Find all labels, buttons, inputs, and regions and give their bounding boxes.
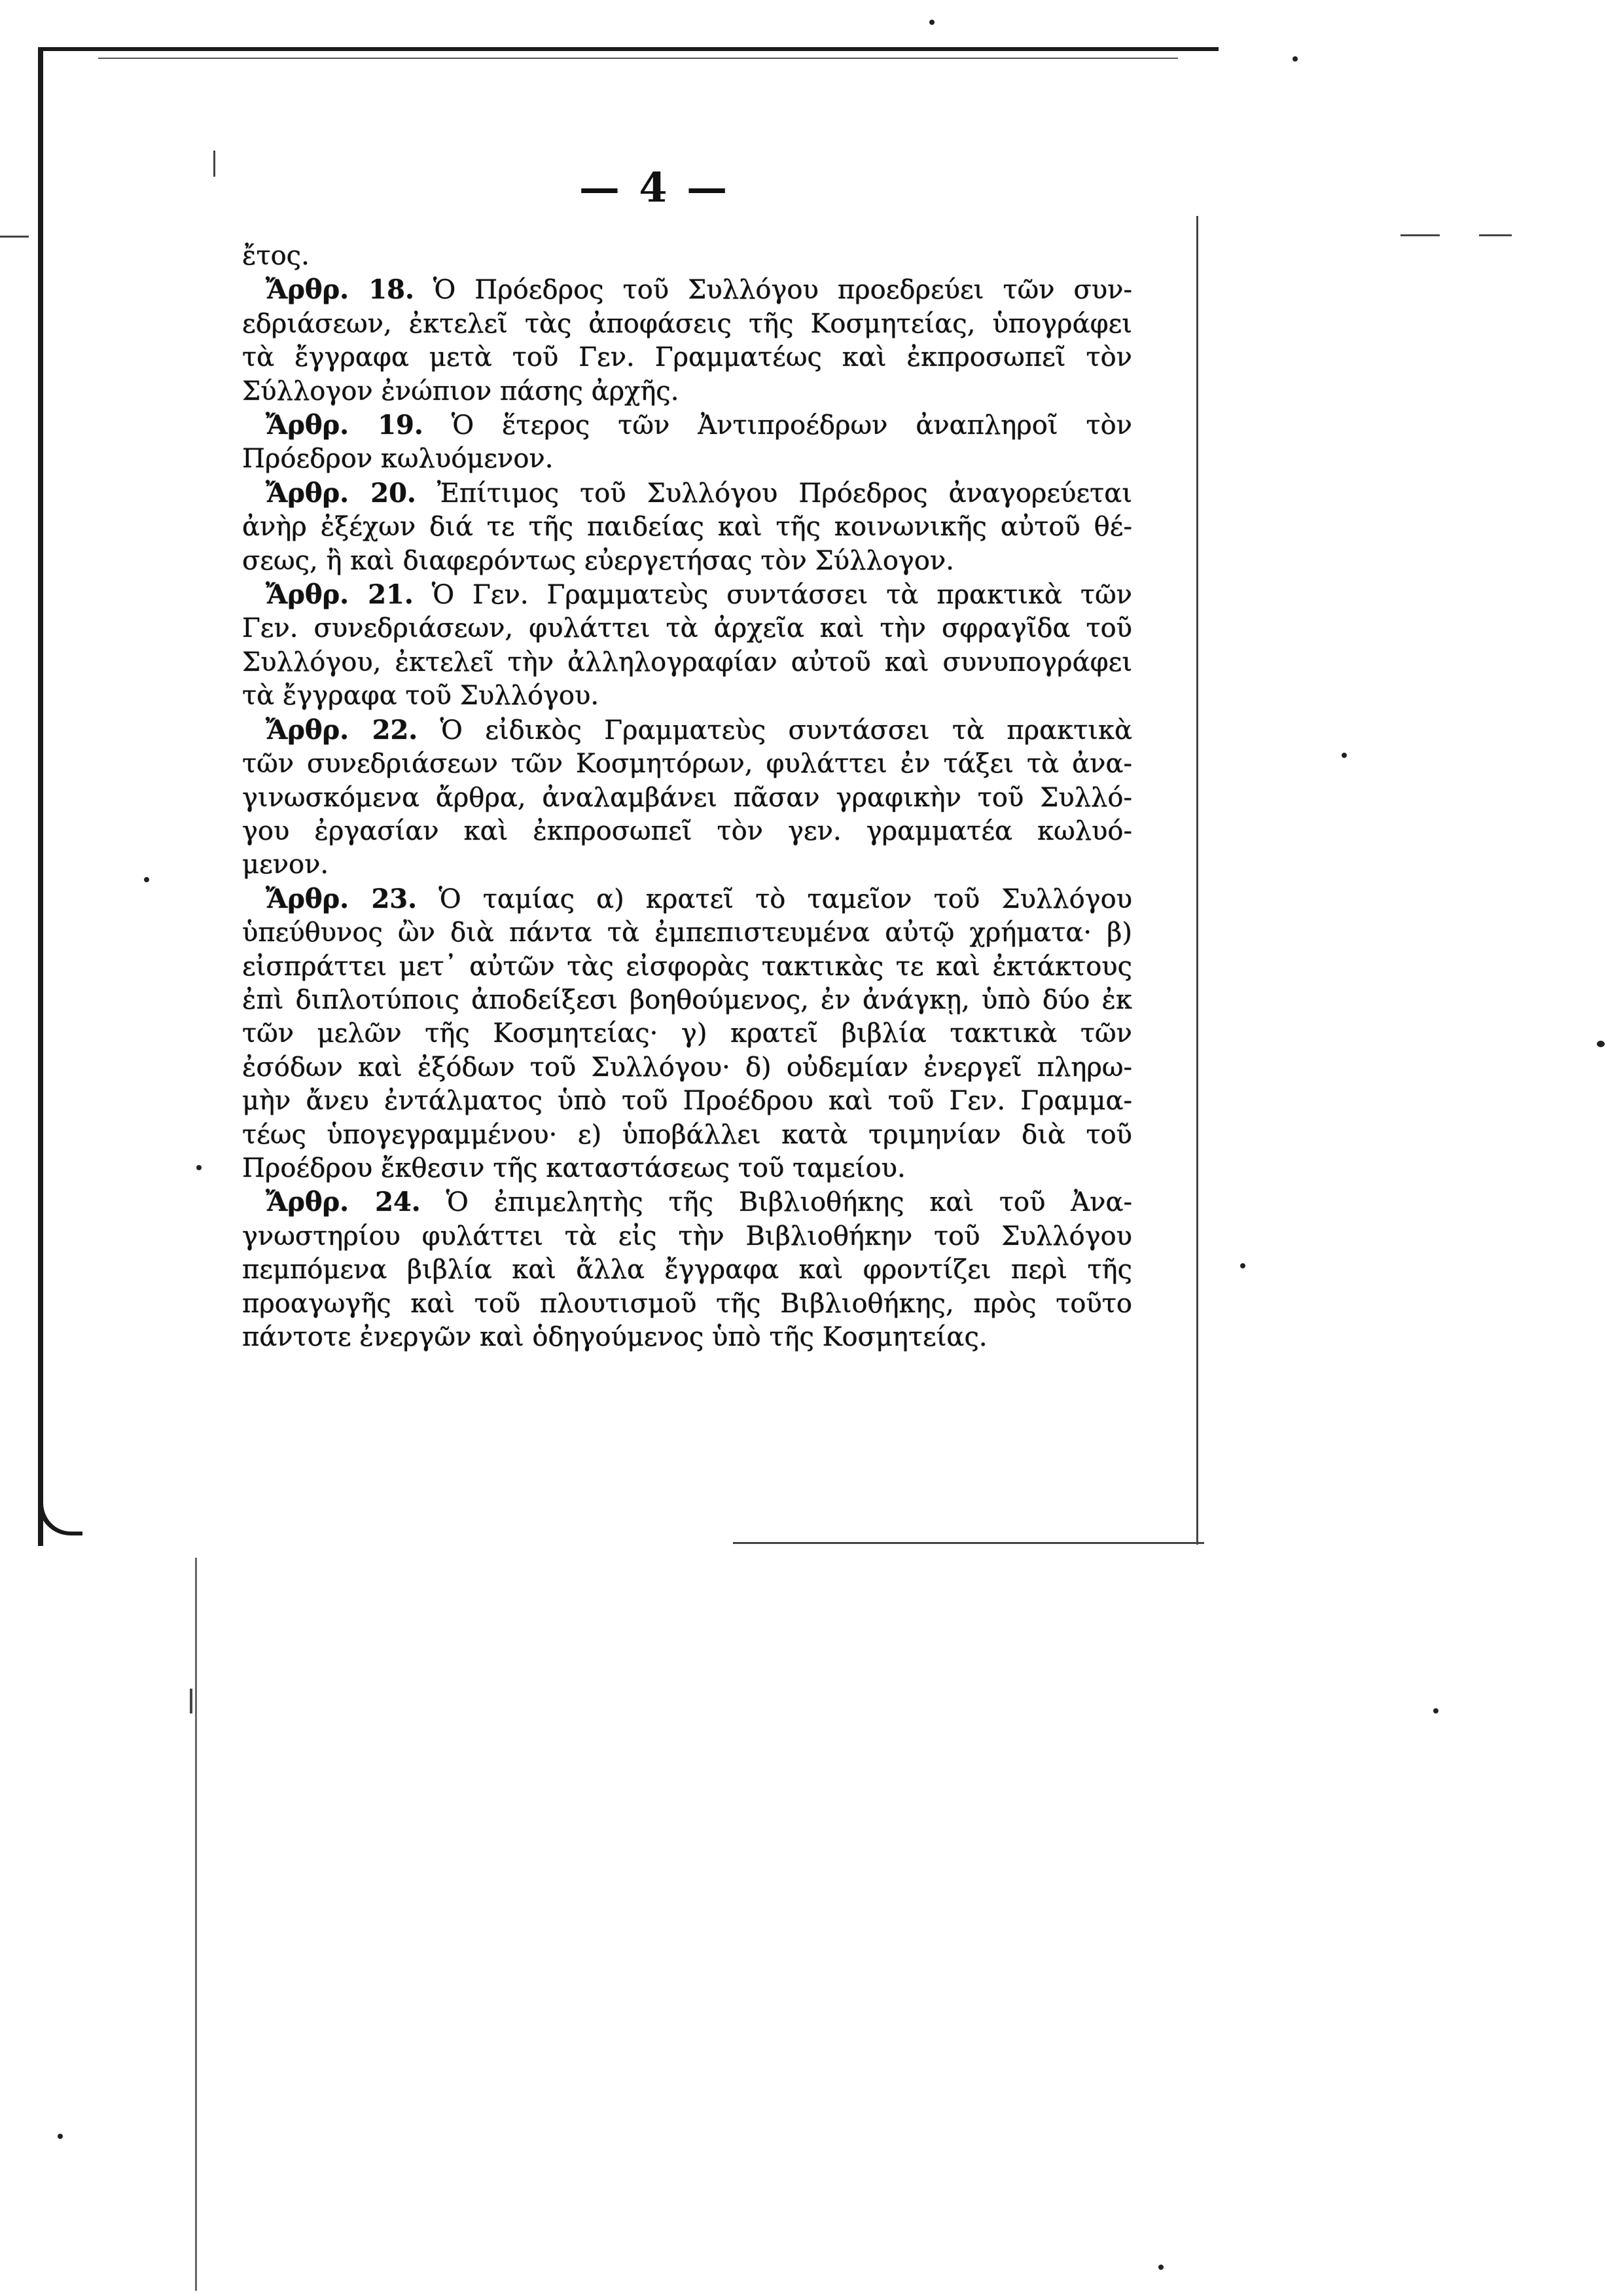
scan-mark bbox=[190, 1689, 192, 1713]
line-text: μενον. bbox=[242, 850, 329, 880]
line-text: Γεν. συνεδριάσεων, φυλάττει τὰ ἀρχεῖα καὶ τὴν σφραγῖδα τοῦ bbox=[242, 613, 1132, 644]
article-number: Ἄρθρ. 24. bbox=[266, 1187, 421, 1218]
text-line bbox=[242, 1119, 1132, 1152]
text-line bbox=[242, 240, 1132, 273]
scan-speck bbox=[58, 2134, 63, 2139]
scan-speck bbox=[1158, 2265, 1164, 2270]
text-line bbox=[242, 679, 1132, 713]
scan-frame-curl bbox=[38, 1492, 82, 1535]
scan-frame-left bbox=[38, 47, 43, 1546]
text-line bbox=[242, 612, 1132, 645]
page-edge-bottom bbox=[733, 1542, 1204, 1544]
text-line bbox=[242, 815, 1132, 848]
line-text: Ὁ ταμίας α) κρατεῖ τὸ ταμεῖον τοῦ Συλλόγου bbox=[417, 884, 1132, 914]
document-body bbox=[242, 240, 1132, 1354]
line-text: Ὁ ἐπιμελητὴς τῆς Βιβλιοθήκης καὶ τοῦ Ἀνα- bbox=[420, 1187, 1132, 1218]
article-number: Ἄρθρ. 22. bbox=[266, 714, 418, 745]
line-text: Ὁ εἰδικὸς Γραμματεὺς συντάσσει τὰ πρακτικὰ bbox=[418, 715, 1132, 745]
text-line bbox=[242, 341, 1132, 374]
line-text: σεως, ἢ καὶ διαφερόντως εὐεργετήσας τὸν Σύλλογον. bbox=[242, 545, 954, 576]
text-line bbox=[242, 1051, 1132, 1085]
text-line bbox=[242, 578, 1132, 612]
scan-speck bbox=[1293, 56, 1298, 62]
text-line bbox=[242, 916, 1132, 950]
line-text: Ὁ ἕτερος τῶν Ἀντιπροέδρων ἀναπληροῖ τὸν bbox=[423, 410, 1132, 441]
page-number: — 4 — bbox=[579, 164, 730, 211]
article-number: Ἄρθρ. 20. bbox=[266, 477, 416, 509]
line-text: ἀνὴρ ἐξέχων διά τε τῆς παιδείας καὶ τῆς κοινωνικῆς αὐτοῦ θέ- bbox=[242, 512, 1132, 543]
text-line bbox=[242, 747, 1132, 781]
text-line bbox=[242, 511, 1132, 544]
scan-mark bbox=[0, 236, 29, 238]
line-text: πεμπόμενα βιβλία καὶ ἄλλα ἔγγραφα καὶ φροντίζει περὶ τῆς bbox=[242, 1255, 1132, 1285]
text-line bbox=[242, 781, 1132, 815]
line-text: τὰ ἔγγραφα τοῦ Συλλόγου. bbox=[242, 681, 599, 711]
text-line bbox=[242, 1085, 1132, 1118]
line-text: τέως ὑπογεγραμμένου· ε) ὑποβάλλει κατὰ τριμηνίαν διὰ τοῦ bbox=[242, 1119, 1132, 1150]
scan-frame-top-inner bbox=[98, 58, 1178, 59]
text-line bbox=[242, 882, 1132, 916]
text-line bbox=[242, 1185, 1132, 1219]
line-text: Σύλλογον ἐνώπιον πάσης ἀρχῆς. bbox=[242, 376, 679, 406]
text-line bbox=[242, 848, 1132, 882]
line-text: τῶν μελῶν τῆς Κοσμητείας· γ) κρατεῖ βιβλία τακτικὰ τῶν bbox=[242, 1018, 1132, 1049]
text-line bbox=[242, 1152, 1132, 1185]
scan-speck bbox=[196, 1165, 202, 1170]
line-text: ἐπὶ διπλοτύποις ἀποδείξεσι βοηθούμενος, ἐν ἀνάγκῃ, ὑπὸ δύο ἐκ bbox=[242, 984, 1132, 1015]
article-number: Ἄρθρ. 23. bbox=[266, 883, 418, 914]
line-text: ἐσόδων καὶ ἐξόδων τοῦ Συλλόγου· δ) οὐδεμίαν ἐνεργεῖ πληρω- bbox=[242, 1052, 1132, 1083]
article-number: Ἄρθρ. 18. bbox=[266, 274, 414, 306]
line-text: εἰσπράττει μετ᾽ αὐτῶν τὰς εἰσφορὰς τακτικὰς τε καὶ ἐκτάκτους bbox=[242, 951, 1132, 982]
line-text: Ἐπίτιμος τοῦ Συλλόγου Πρόεδρος ἀναγορεύεται bbox=[416, 478, 1132, 509]
text-line bbox=[242, 1017, 1132, 1050]
line-text: Πρόεδρον κωλυόμενον. bbox=[242, 444, 554, 475]
article-number: Ἄρθρ. 19. bbox=[266, 410, 423, 441]
text-line bbox=[242, 545, 1132, 578]
line-text: ὑπεύθυνος ὢν διὰ πάντα τὰ ἐμπεπιστευμένα αὐτῷ χρήματα· β) bbox=[242, 918, 1132, 948]
line-text: τῶν συνεδριάσεων τῶν Κοσμητόρων, φυλάττει ἐν τάξει τὰ ἀνα- bbox=[242, 749, 1132, 780]
scan-mark bbox=[213, 151, 215, 177]
text-line bbox=[242, 1321, 1132, 1354]
text-line bbox=[242, 476, 1132, 511]
text-line bbox=[242, 375, 1132, 408]
scan-speck bbox=[1597, 1041, 1605, 1047]
text-line bbox=[242, 646, 1132, 679]
line-text: προαγωγῆς καὶ τοῦ πλουτισμοῦ τῆς Βιβλιοθήκης, πρὸς τοῦτο bbox=[242, 1288, 1132, 1319]
text-line bbox=[242, 1287, 1132, 1321]
text-line bbox=[242, 950, 1132, 984]
text-line bbox=[242, 984, 1132, 1017]
scan-mark bbox=[1400, 234, 1440, 236]
line-text: εδριάσεων, ἐκτελεῖ τὰς ἀποφάσεις τῆς Κοσμητείας, ὑπογράφει bbox=[242, 308, 1132, 339]
text-line bbox=[242, 713, 1132, 747]
line-text: γινωσκόμενα ἄρθρα, ἀναλαμβάνει πᾶσαν γραφικὴν τοῦ Συλλό- bbox=[242, 782, 1132, 813]
text-line bbox=[242, 1253, 1132, 1287]
text-line bbox=[242, 442, 1132, 476]
article-number: Ἄρθρ. 21. bbox=[266, 579, 414, 611]
line-text: μὴν ἄνευ ἐντάλματος ὑπὸ τοῦ Προέδρου καὶ τοῦ Γεν. Γραμμα- bbox=[242, 1086, 1132, 1117]
scan-speck bbox=[1342, 753, 1347, 758]
text-line bbox=[242, 273, 1132, 307]
line-text: Ὁ Γεν. Γραμματεὺς συντάσσει τὰ πρακτικὰ τῶν bbox=[413, 580, 1132, 611]
scan-speck bbox=[1433, 1708, 1438, 1713]
line-text: τὰ ἔγγραφα μετὰ τοῦ Γεν. Γραμματέως καὶ ἐκπροσωπεῖ τὸν bbox=[242, 342, 1132, 373]
scan-speck bbox=[929, 20, 935, 25]
page-edge-right bbox=[1196, 216, 1198, 1545]
text-line bbox=[242, 408, 1132, 442]
scan-mark bbox=[1479, 234, 1512, 236]
line-text: Προέδρου ἔκθεσιν τῆς καταστάσεως τοῦ ταμείου. bbox=[242, 1153, 906, 1183]
line-text: πάντοτε ἐνεργῶν καὶ ὁδηγούμενος ὑπὸ τῆς Κοσμητείας. bbox=[242, 1322, 988, 1352]
text-line bbox=[242, 308, 1132, 341]
text-line bbox=[242, 1220, 1132, 1253]
line-text: Ὁ Πρόεδρος τοῦ Συλλόγου προεδρεύει τῶν συν- bbox=[414, 275, 1132, 306]
line-text: ἔτος. bbox=[242, 241, 310, 271]
scan-speck bbox=[144, 877, 149, 882]
line-text: Συλλόγου, ἐκτελεῖ τὴν ἀλληλογραφίαν αὐτοῦ καὶ συνυπογράφει bbox=[242, 647, 1132, 677]
line-text: γνωστηρίου φυλάττει τὰ εἰς τὴν Βιβλιοθήκην τοῦ Συλλόγου bbox=[242, 1221, 1132, 1251]
scan-frame-top bbox=[41, 47, 1219, 51]
scan-gutter-line bbox=[195, 1558, 197, 2291]
scan-speck bbox=[1240, 1263, 1245, 1268]
line-text: γου ἐργασίαν καὶ ἐκπροσωπεῖ τὸν γεν. γραμματέα κωλυό- bbox=[242, 816, 1132, 846]
